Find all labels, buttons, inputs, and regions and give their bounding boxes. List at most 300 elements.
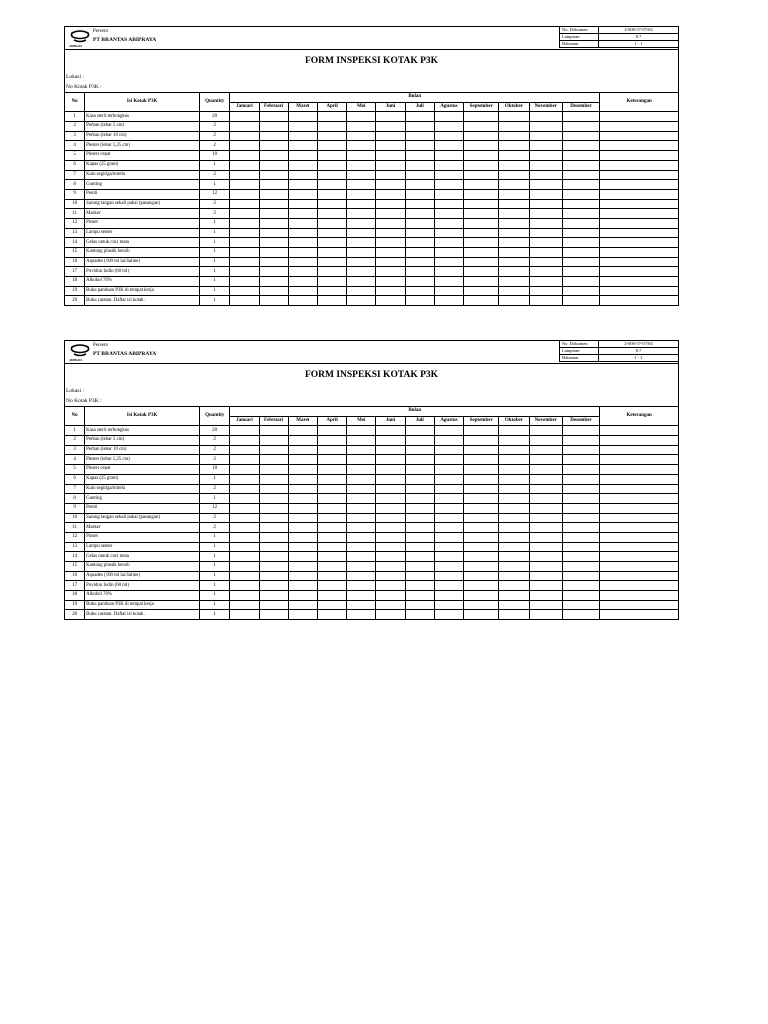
month-check-cell[interactable]	[434, 445, 463, 455]
month-check-cell[interactable]	[347, 562, 376, 572]
keterangan-cell[interactable]	[600, 286, 679, 296]
month-check-cell[interactable]	[405, 209, 434, 219]
month-check-cell[interactable]	[464, 552, 499, 562]
month-check-cell[interactable]	[376, 494, 405, 504]
month-check-cell[interactable]	[529, 199, 562, 209]
month-check-cell[interactable]	[347, 523, 376, 533]
month-check-cell[interactable]	[230, 267, 259, 277]
month-check-cell[interactable]	[499, 180, 529, 190]
keterangan-cell[interactable]	[600, 571, 679, 581]
month-check-cell[interactable]	[499, 131, 529, 141]
month-check-cell[interactable]	[499, 552, 529, 562]
keterangan-cell[interactable]	[600, 484, 679, 494]
month-check-cell[interactable]	[499, 199, 529, 209]
month-check-cell[interactable]	[405, 296, 434, 306]
month-check-cell[interactable]	[347, 257, 376, 267]
month-check-cell[interactable]	[499, 562, 529, 572]
month-check-cell[interactable]	[230, 523, 259, 533]
month-check-cell[interactable]	[376, 199, 405, 209]
month-check-cell[interactable]	[376, 562, 405, 572]
month-check-cell[interactable]	[230, 581, 259, 591]
month-check-cell[interactable]	[347, 591, 376, 601]
month-check-cell[interactable]	[499, 267, 529, 277]
month-check-cell[interactable]	[434, 426, 463, 436]
month-check-cell[interactable]	[562, 296, 599, 306]
month-check-cell[interactable]	[562, 257, 599, 267]
keterangan-cell[interactable]	[600, 199, 679, 209]
keterangan-cell[interactable]	[600, 513, 679, 523]
keterangan-cell[interactable]	[600, 180, 679, 190]
month-check-cell[interactable]	[259, 180, 288, 190]
month-check-cell[interactable]	[376, 455, 405, 465]
month-check-cell[interactable]	[317, 296, 346, 306]
month-check-cell[interactable]	[259, 426, 288, 436]
keterangan-cell[interactable]	[600, 610, 679, 620]
month-check-cell[interactable]	[434, 277, 463, 287]
keterangan-cell[interactable]	[600, 238, 679, 248]
month-check-cell[interactable]	[230, 228, 259, 238]
month-check-cell[interactable]	[464, 199, 499, 209]
month-check-cell[interactable]	[288, 112, 317, 122]
month-check-cell[interactable]	[499, 484, 529, 494]
month-check-cell[interactable]	[529, 571, 562, 581]
month-check-cell[interactable]	[288, 151, 317, 161]
month-check-cell[interactable]	[464, 474, 499, 484]
keterangan-cell[interactable]	[600, 542, 679, 552]
month-check-cell[interactable]	[464, 532, 499, 542]
month-check-cell[interactable]	[317, 542, 346, 552]
month-check-cell[interactable]	[259, 562, 288, 572]
month-check-cell[interactable]	[259, 112, 288, 122]
month-check-cell[interactable]	[405, 170, 434, 180]
month-check-cell[interactable]	[259, 228, 288, 238]
month-check-cell[interactable]	[529, 122, 562, 132]
month-check-cell[interactable]	[347, 532, 376, 542]
month-check-cell[interactable]	[317, 277, 346, 287]
month-check-cell[interactable]	[376, 257, 405, 267]
keterangan-cell[interactable]	[600, 209, 679, 219]
month-check-cell[interactable]	[288, 277, 317, 287]
month-check-cell[interactable]	[562, 267, 599, 277]
month-check-cell[interactable]	[376, 286, 405, 296]
keterangan-cell[interactable]	[600, 581, 679, 591]
month-check-cell[interactable]	[230, 610, 259, 620]
month-check-cell[interactable]	[317, 189, 346, 199]
month-check-cell[interactable]	[288, 523, 317, 533]
month-check-cell[interactable]	[376, 122, 405, 132]
month-check-cell[interactable]	[499, 571, 529, 581]
month-check-cell[interactable]	[464, 286, 499, 296]
month-check-cell[interactable]	[376, 523, 405, 533]
month-check-cell[interactable]	[288, 218, 317, 228]
month-check-cell[interactable]	[288, 581, 317, 591]
month-check-cell[interactable]	[499, 445, 529, 455]
keterangan-cell[interactable]	[600, 267, 679, 277]
month-check-cell[interactable]	[529, 445, 562, 455]
keterangan-cell[interactable]	[600, 112, 679, 122]
month-check-cell[interactable]	[376, 238, 405, 248]
month-check-cell[interactable]	[405, 112, 434, 122]
month-check-cell[interactable]	[529, 286, 562, 296]
month-check-cell[interactable]	[376, 141, 405, 151]
month-check-cell[interactable]	[347, 503, 376, 513]
month-check-cell[interactable]	[317, 267, 346, 277]
month-check-cell[interactable]	[405, 455, 434, 465]
month-check-cell[interactable]	[317, 151, 346, 161]
month-check-cell[interactable]	[464, 484, 499, 494]
keterangan-cell[interactable]	[600, 600, 679, 610]
month-check-cell[interactable]	[405, 248, 434, 258]
month-check-cell[interactable]	[317, 610, 346, 620]
month-check-cell[interactable]	[347, 180, 376, 190]
month-check-cell[interactable]	[230, 542, 259, 552]
keterangan-cell[interactable]	[600, 436, 679, 446]
month-check-cell[interactable]	[529, 267, 562, 277]
month-check-cell[interactable]	[259, 248, 288, 258]
month-check-cell[interactable]	[317, 494, 346, 504]
month-check-cell[interactable]	[347, 426, 376, 436]
month-check-cell[interactable]	[562, 581, 599, 591]
month-check-cell[interactable]	[230, 600, 259, 610]
month-check-cell[interactable]	[317, 122, 346, 132]
month-check-cell[interactable]	[562, 436, 599, 446]
month-check-cell[interactable]	[499, 581, 529, 591]
month-check-cell[interactable]	[288, 286, 317, 296]
month-check-cell[interactable]	[347, 474, 376, 484]
month-check-cell[interactable]	[562, 112, 599, 122]
month-check-cell[interactable]	[529, 494, 562, 504]
keterangan-cell[interactable]	[600, 523, 679, 533]
month-check-cell[interactable]	[464, 465, 499, 475]
month-check-cell[interactable]	[259, 474, 288, 484]
month-check-cell[interactable]	[347, 141, 376, 151]
month-check-cell[interactable]	[434, 267, 463, 277]
month-check-cell[interactable]	[499, 455, 529, 465]
month-check-cell[interactable]	[562, 141, 599, 151]
month-check-cell[interactable]	[562, 562, 599, 572]
month-check-cell[interactable]	[434, 238, 463, 248]
month-check-cell[interactable]	[529, 160, 562, 170]
month-check-cell[interactable]	[434, 503, 463, 513]
month-check-cell[interactable]	[499, 112, 529, 122]
month-check-cell[interactable]	[317, 571, 346, 581]
keterangan-cell[interactable]	[600, 474, 679, 484]
month-check-cell[interactable]	[405, 552, 434, 562]
month-check-cell[interactable]	[562, 189, 599, 199]
month-check-cell[interactable]	[376, 170, 405, 180]
month-check-cell[interactable]	[499, 209, 529, 219]
month-check-cell[interactable]	[376, 581, 405, 591]
month-check-cell[interactable]	[317, 141, 346, 151]
month-check-cell[interactable]	[230, 474, 259, 484]
month-check-cell[interactable]	[405, 581, 434, 591]
month-check-cell[interactable]	[434, 189, 463, 199]
keterangan-cell[interactable]	[600, 296, 679, 306]
keterangan-cell[interactable]	[600, 552, 679, 562]
month-check-cell[interactable]	[230, 571, 259, 581]
month-check-cell[interactable]	[317, 112, 346, 122]
month-check-cell[interactable]	[259, 257, 288, 267]
month-check-cell[interactable]	[288, 552, 317, 562]
month-check-cell[interactable]	[347, 286, 376, 296]
month-check-cell[interactable]	[230, 503, 259, 513]
month-check-cell[interactable]	[434, 209, 463, 219]
month-check-cell[interactable]	[499, 151, 529, 161]
month-check-cell[interactable]	[347, 209, 376, 219]
month-check-cell[interactable]	[464, 267, 499, 277]
month-check-cell[interactable]	[288, 267, 317, 277]
month-check-cell[interactable]	[529, 600, 562, 610]
month-check-cell[interactable]	[464, 571, 499, 581]
keterangan-cell[interactable]	[600, 562, 679, 572]
month-check-cell[interactable]	[562, 494, 599, 504]
month-check-cell[interactable]	[317, 484, 346, 494]
month-check-cell[interactable]	[405, 238, 434, 248]
month-check-cell[interactable]	[230, 170, 259, 180]
lokasi-field[interactable]: Lokasi :	[64, 72, 679, 82]
month-check-cell[interactable]	[499, 277, 529, 287]
month-check-cell[interactable]	[376, 552, 405, 562]
month-check-cell[interactable]	[288, 484, 317, 494]
month-check-cell[interactable]	[376, 542, 405, 552]
month-check-cell[interactable]	[562, 286, 599, 296]
month-check-cell[interactable]	[288, 189, 317, 199]
month-check-cell[interactable]	[317, 426, 346, 436]
month-check-cell[interactable]	[230, 248, 259, 258]
month-check-cell[interactable]	[405, 257, 434, 267]
month-check-cell[interactable]	[434, 436, 463, 446]
month-check-cell[interactable]	[499, 286, 529, 296]
month-check-cell[interactable]	[464, 248, 499, 258]
month-check-cell[interactable]	[376, 532, 405, 542]
month-check-cell[interactable]	[347, 122, 376, 132]
month-check-cell[interactable]	[562, 180, 599, 190]
month-check-cell[interactable]	[317, 248, 346, 258]
month-check-cell[interactable]	[259, 436, 288, 446]
month-check-cell[interactable]	[529, 170, 562, 180]
month-check-cell[interactable]	[317, 228, 346, 238]
month-check-cell[interactable]	[405, 218, 434, 228]
month-check-cell[interactable]	[499, 238, 529, 248]
month-check-cell[interactable]	[259, 189, 288, 199]
month-check-cell[interactable]	[499, 218, 529, 228]
month-check-cell[interactable]	[376, 209, 405, 219]
month-check-cell[interactable]	[499, 610, 529, 620]
month-check-cell[interactable]	[434, 296, 463, 306]
month-check-cell[interactable]	[499, 228, 529, 238]
month-check-cell[interactable]	[317, 238, 346, 248]
month-check-cell[interactable]	[288, 610, 317, 620]
month-check-cell[interactable]	[347, 170, 376, 180]
month-check-cell[interactable]	[405, 277, 434, 287]
month-check-cell[interactable]	[499, 257, 529, 267]
month-check-cell[interactable]	[317, 513, 346, 523]
month-check-cell[interactable]	[562, 151, 599, 161]
month-check-cell[interactable]	[259, 238, 288, 248]
month-check-cell[interactable]	[317, 532, 346, 542]
month-check-cell[interactable]	[347, 160, 376, 170]
month-check-cell[interactable]	[259, 503, 288, 513]
month-check-cell[interactable]	[529, 112, 562, 122]
month-check-cell[interactable]	[317, 455, 346, 465]
month-check-cell[interactable]	[434, 199, 463, 209]
month-check-cell[interactable]	[464, 445, 499, 455]
month-check-cell[interactable]	[376, 465, 405, 475]
lokasi-field[interactable]: Lokasi :	[64, 386, 679, 396]
month-check-cell[interactable]	[499, 591, 529, 601]
month-check-cell[interactable]	[464, 170, 499, 180]
month-check-cell[interactable]	[317, 562, 346, 572]
month-check-cell[interactable]	[288, 503, 317, 513]
month-check-cell[interactable]	[464, 426, 499, 436]
month-check-cell[interactable]	[288, 122, 317, 132]
month-check-cell[interactable]	[259, 484, 288, 494]
keterangan-cell[interactable]	[600, 160, 679, 170]
month-check-cell[interactable]	[405, 542, 434, 552]
month-check-cell[interactable]	[317, 257, 346, 267]
month-check-cell[interactable]	[288, 257, 317, 267]
month-check-cell[interactable]	[230, 160, 259, 170]
month-check-cell[interactable]	[376, 248, 405, 258]
month-check-cell[interactable]	[434, 552, 463, 562]
month-check-cell[interactable]	[405, 122, 434, 132]
month-check-cell[interactable]	[562, 277, 599, 287]
month-check-cell[interactable]	[562, 610, 599, 620]
month-check-cell[interactable]	[230, 455, 259, 465]
month-check-cell[interactable]	[259, 209, 288, 219]
month-check-cell[interactable]	[529, 141, 562, 151]
month-check-cell[interactable]	[230, 189, 259, 199]
month-check-cell[interactable]	[464, 523, 499, 533]
month-check-cell[interactable]	[259, 170, 288, 180]
month-check-cell[interactable]	[347, 600, 376, 610]
month-check-cell[interactable]	[562, 465, 599, 475]
month-check-cell[interactable]	[347, 296, 376, 306]
month-check-cell[interactable]	[230, 257, 259, 267]
month-check-cell[interactable]	[529, 562, 562, 572]
month-check-cell[interactable]	[499, 474, 529, 484]
month-check-cell[interactable]	[347, 248, 376, 258]
month-check-cell[interactable]	[347, 238, 376, 248]
keterangan-cell[interactable]	[600, 141, 679, 151]
month-check-cell[interactable]	[288, 600, 317, 610]
month-check-cell[interactable]	[464, 591, 499, 601]
month-check-cell[interactable]	[317, 591, 346, 601]
month-check-cell[interactable]	[317, 503, 346, 513]
month-check-cell[interactable]	[499, 296, 529, 306]
keterangan-cell[interactable]	[600, 426, 679, 436]
month-check-cell[interactable]	[434, 465, 463, 475]
month-check-cell[interactable]	[230, 562, 259, 572]
month-check-cell[interactable]	[376, 160, 405, 170]
month-check-cell[interactable]	[529, 296, 562, 306]
month-check-cell[interactable]	[562, 199, 599, 209]
month-check-cell[interactable]	[434, 228, 463, 238]
month-check-cell[interactable]	[562, 209, 599, 219]
month-check-cell[interactable]	[434, 591, 463, 601]
month-check-cell[interactable]	[230, 218, 259, 228]
month-check-cell[interactable]	[230, 122, 259, 132]
month-check-cell[interactable]	[288, 228, 317, 238]
month-check-cell[interactable]	[405, 484, 434, 494]
month-check-cell[interactable]	[562, 503, 599, 513]
month-check-cell[interactable]	[529, 248, 562, 258]
month-check-cell[interactable]	[347, 571, 376, 581]
month-check-cell[interactable]	[347, 267, 376, 277]
month-check-cell[interactable]	[499, 248, 529, 258]
month-check-cell[interactable]	[317, 209, 346, 219]
keterangan-cell[interactable]	[600, 591, 679, 601]
keterangan-cell[interactable]	[600, 445, 679, 455]
month-check-cell[interactable]	[464, 503, 499, 513]
month-check-cell[interactable]	[230, 277, 259, 287]
month-check-cell[interactable]	[405, 267, 434, 277]
month-check-cell[interactable]	[317, 600, 346, 610]
month-check-cell[interactable]	[347, 199, 376, 209]
month-check-cell[interactable]	[230, 151, 259, 161]
no-kotak-field[interactable]: No Kotak P3K :	[64, 82, 679, 92]
month-check-cell[interactable]	[529, 180, 562, 190]
month-check-cell[interactable]	[464, 277, 499, 287]
month-check-cell[interactable]	[434, 523, 463, 533]
month-check-cell[interactable]	[529, 484, 562, 494]
month-check-cell[interactable]	[288, 238, 317, 248]
month-check-cell[interactable]	[288, 436, 317, 446]
month-check-cell[interactable]	[434, 562, 463, 572]
month-check-cell[interactable]	[376, 189, 405, 199]
keterangan-cell[interactable]	[600, 151, 679, 161]
month-check-cell[interactable]	[562, 170, 599, 180]
month-check-cell[interactable]	[464, 513, 499, 523]
month-check-cell[interactable]	[317, 474, 346, 484]
month-check-cell[interactable]	[434, 218, 463, 228]
month-check-cell[interactable]	[376, 571, 405, 581]
month-check-cell[interactable]	[230, 465, 259, 475]
month-check-cell[interactable]	[347, 189, 376, 199]
month-check-cell[interactable]	[562, 552, 599, 562]
month-check-cell[interactable]	[317, 465, 346, 475]
month-check-cell[interactable]	[259, 199, 288, 209]
month-check-cell[interactable]	[405, 180, 434, 190]
month-check-cell[interactable]	[529, 277, 562, 287]
month-check-cell[interactable]	[405, 474, 434, 484]
month-check-cell[interactable]	[259, 267, 288, 277]
month-check-cell[interactable]	[259, 160, 288, 170]
month-check-cell[interactable]	[347, 151, 376, 161]
month-check-cell[interactable]	[376, 112, 405, 122]
month-check-cell[interactable]	[288, 571, 317, 581]
month-check-cell[interactable]	[499, 122, 529, 132]
month-check-cell[interactable]	[376, 131, 405, 141]
month-check-cell[interactable]	[562, 228, 599, 238]
month-check-cell[interactable]	[529, 465, 562, 475]
month-check-cell[interactable]	[347, 455, 376, 465]
month-check-cell[interactable]	[434, 474, 463, 484]
month-check-cell[interactable]	[529, 455, 562, 465]
month-check-cell[interactable]	[464, 228, 499, 238]
month-check-cell[interactable]	[259, 552, 288, 562]
month-check-cell[interactable]	[434, 600, 463, 610]
month-check-cell[interactable]	[347, 218, 376, 228]
month-check-cell[interactable]	[434, 571, 463, 581]
month-check-cell[interactable]	[464, 610, 499, 620]
month-check-cell[interactable]	[434, 581, 463, 591]
month-check-cell[interactable]	[529, 610, 562, 620]
month-check-cell[interactable]	[499, 494, 529, 504]
month-check-cell[interactable]	[405, 228, 434, 238]
month-check-cell[interactable]	[434, 248, 463, 258]
month-check-cell[interactable]	[529, 436, 562, 446]
